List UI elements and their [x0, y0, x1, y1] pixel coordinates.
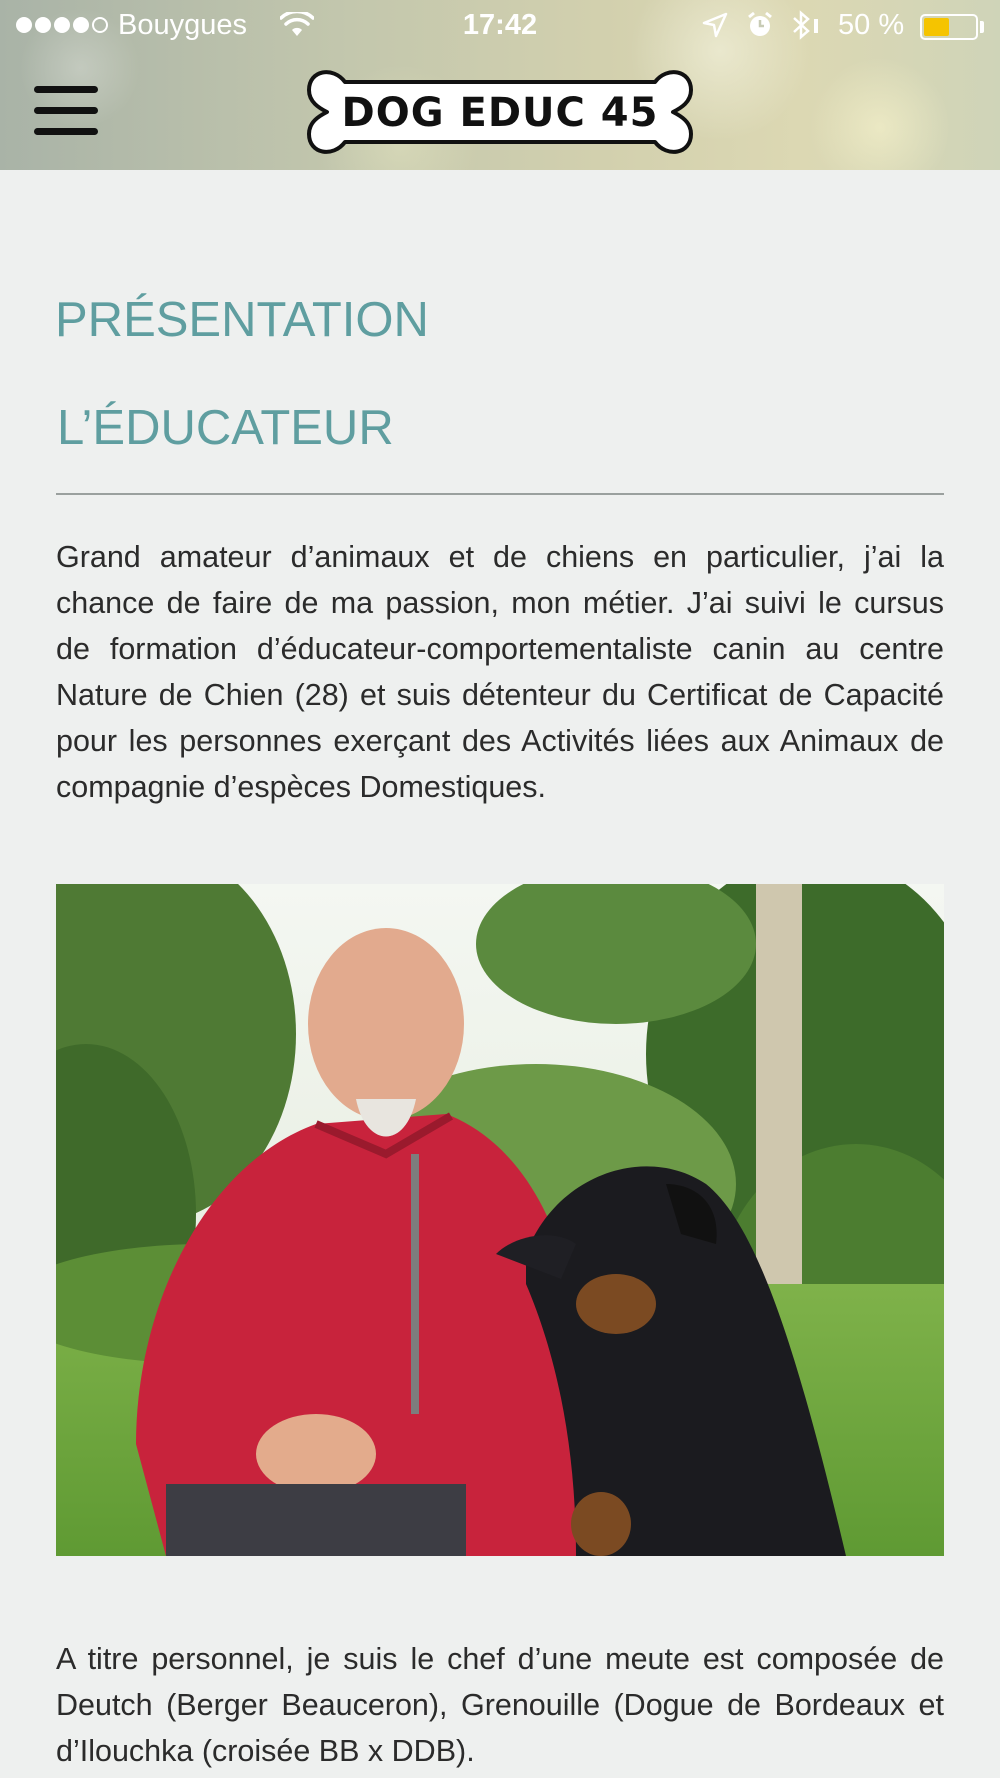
educator-with-dog-photo	[56, 884, 944, 1556]
site-logo[interactable]	[305, 64, 695, 160]
battery-icon	[920, 14, 978, 40]
logo-text: DOG EDUC 45	[341, 90, 659, 136]
battery-fill	[924, 18, 949, 36]
main-content	[0, 170, 1000, 1778]
hamburger-menu-icon[interactable]	[34, 86, 98, 136]
personal-paragraph: A titre personnel, je suis le chef d’une meute est composée de Deutch (Berger Beauceron), Grenouille (Dogue de Bordeaux et d’Ilouchka (croisée BB x DDB).	[56, 1642, 944, 1768]
battery-percentage: 50 %	[838, 9, 905, 41]
bluetooth-icon	[788, 9, 822, 49]
page-title: PRÉSENTATION	[55, 293, 429, 347]
app-header	[0, 0, 1000, 170]
location-arrow-icon	[702, 12, 728, 46]
clock: 17:42	[462, 9, 538, 41]
alarm-clock-icon	[746, 11, 774, 47]
carrier-name: Bouygues	[118, 9, 247, 41]
status-bar	[0, 0, 1000, 52]
section-title: L’ÉDUCATEUR	[57, 401, 394, 455]
intro-paragraph: Grand amateur d’animaux et de chiens en particulier, j’ai la chance de faire de ma passion, mon métier. J’ai suivi le cursus de formation d’éducateur-comportementaliste canin au centre Nature de Chien (28) et suis détenteur du Certificat de Capacité pour les personnes exerçant des Activités liées aux Animaux de compagnie d’espèces Domestiques.	[56, 540, 944, 804]
section-divider	[56, 493, 944, 495]
battery-tip	[980, 21, 984, 33]
